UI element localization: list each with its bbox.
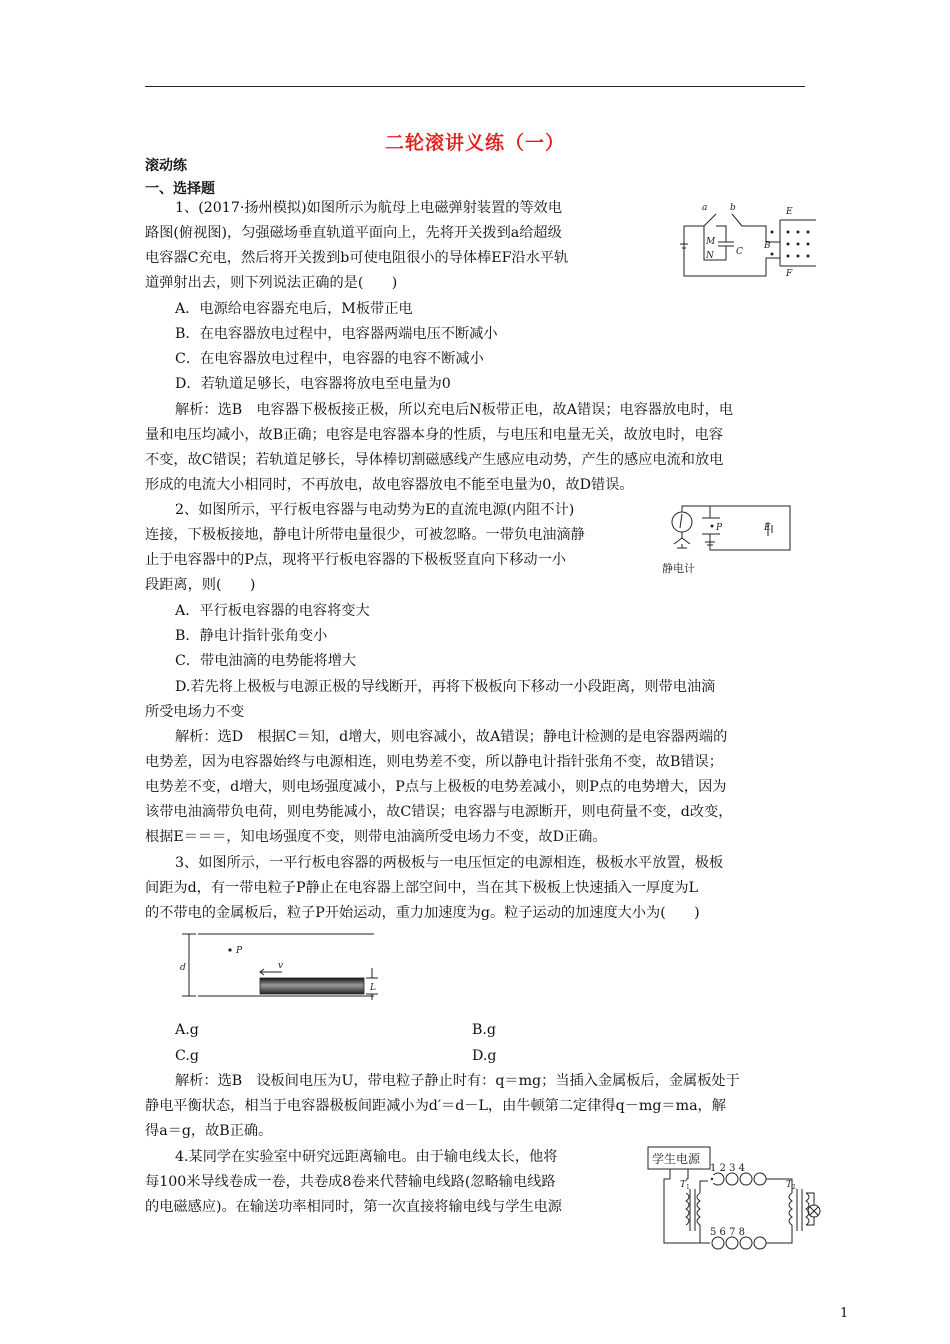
label-d: d bbox=[180, 963, 186, 973]
q2-analysis-line: 该带电油滴带负电荷，则电势能减小，故C错误；电容器与电源断开，则电荷量不变，d改变， bbox=[145, 804, 733, 820]
page-number: 1 bbox=[840, 1306, 849, 1321]
q1-analysis-line: 不变，故C错误；若轨道足够长，导体棒切割磁感线产生感应电动势，产生的感应电流和放电 bbox=[145, 452, 724, 468]
q3-stem-line: 的不带电的金属板后，粒子P开始运动，重力加速度为g。粒子运动的加速度大小为( ) bbox=[145, 905, 700, 921]
q3-stem-line: 3、如图所示，一平行板电容器的两极板与一电压恒定的电源相连，极板水平放置，极板 bbox=[175, 855, 724, 871]
label-e: E bbox=[786, 207, 793, 217]
q1-stem-line: 路图(俯视图)，匀强磁场垂直轨道平面向上，先将开关拨到a给超级 bbox=[145, 225, 562, 241]
q2-analysis-line: 电势差，因为电容器始终与电源相连，则电势差不变，所以静电计指针张角不变，故B错误； bbox=[145, 754, 723, 770]
label-e: E bbox=[764, 523, 771, 533]
electroscope-caption: 静电计 bbox=[662, 562, 695, 575]
power-source-label: 学生电源 bbox=[652, 1152, 701, 1166]
label-c: C bbox=[736, 247, 743, 257]
label-m: M bbox=[706, 237, 716, 247]
q1-analysis-line: 量和电压均减小，故B正确；电容是电容器本身的性质，与电压和电量无关，故放电时，电容 bbox=[145, 427, 723, 443]
q2-option-d: D.若先将上极板与电源正极的导线断开，再将下极板向下移动一小段距离，则带电油滴 bbox=[175, 679, 716, 695]
q2-stem-line: 连接，下极板接地，静电计所带电量很少，可被忽略。一带负电油滴静 bbox=[145, 527, 585, 543]
q2-stem-line: 止于电容器中的P点，现将平行板电容器的下极板竖直向下移动一小 bbox=[145, 552, 566, 568]
q3-analysis-line: 解析：选B 设板间电压为U，带电粒子静止时有：q＝mg；当插入金属板后，金属板处于 bbox=[175, 1073, 740, 1089]
label-t2: T bbox=[786, 1180, 793, 1190]
label-p: P bbox=[236, 946, 243, 956]
q4-stem-line: 的电磁感应)。在输送功率相同时，第一次直接将输电线与学生电源 bbox=[145, 1199, 562, 1215]
q4-transmission-diagram bbox=[646, 1143, 826, 1253]
q3-option-d: D.g bbox=[472, 1048, 497, 1064]
q1-stem-line: 道弹射出去，则下列说法正确的是( ) bbox=[145, 275, 398, 291]
q3-analysis-line: 静电平衡状态，相当于电容器极板间距减小为d′＝d－L，由牛顿第二定律得q－mg＝ma，解 bbox=[145, 1098, 726, 1114]
label-t1: T bbox=[680, 1180, 687, 1190]
q2-option-a: A．平行板电容器的电容将变大 bbox=[175, 603, 370, 619]
label-b-field: B bbox=[764, 241, 771, 251]
label-a: a bbox=[702, 203, 708, 213]
q2-option-d-cont: 所受电场力不变 bbox=[145, 704, 245, 720]
q3-option-c: C.g bbox=[175, 1048, 199, 1064]
q3-stem-line: 间距为d，有一带电粒子P静止在电容器上部空间中，当在其下极板上快速插入一厚度为L bbox=[145, 880, 698, 896]
q3-option-b: B.g bbox=[472, 1022, 497, 1038]
q1-option-c: C．在电容器放电过程中，电容器的电容不断减小 bbox=[175, 351, 484, 367]
q2-stem-line: 2、如图所示，平行板电容器与电动势为E的直流电源(内阻不计) bbox=[175, 502, 575, 518]
q1-option-d: D．若轨道足够长，电容器将放电至电量为0 bbox=[175, 376, 451, 392]
q1-stem-line: 电容器C充电，然后将开关拨到b可使电阻很小的导体棒EF沿水平轨 bbox=[145, 250, 569, 266]
q2-option-c: C．带电油滴的电势能将增大 bbox=[175, 653, 357, 669]
q2-analysis-line: 解析：选D 根据C＝知，d增大，则电容减小，故A错误；静电计检测的是电容器两端的 bbox=[175, 729, 728, 745]
q2-option-b: B．静电计指针张角变小 bbox=[175, 628, 328, 644]
q4-stem-line: 每100米导线卷成一卷，共卷成8卷来代替输电线路(忽略输电线路 bbox=[145, 1174, 556, 1190]
page-title: 二轮滚讲义练（一） bbox=[384, 132, 565, 154]
label-f: F bbox=[786, 269, 793, 279]
label-v: v bbox=[278, 961, 284, 971]
q2-analysis-line: 根据E＝＝＝，知电场强度不变，则带电油滴所受电场力不变，故D正确。 bbox=[145, 829, 607, 845]
q2-analysis-line: 电势差不变，d增大，则电场强度减小，P点与上极板的电势差减小，则P点的电势增大，因为 bbox=[145, 779, 727, 795]
label-b: b bbox=[730, 203, 736, 213]
q2-circuit-diagram bbox=[660, 500, 810, 580]
coil-numbers-bottom: 5 6 7 8 bbox=[710, 1227, 745, 1238]
section-heading: 滚动练 bbox=[145, 158, 187, 174]
q1-analysis-line: 形成的电流大小相同时，不再放电，故电容器放电不能至电量为0，故D错误。 bbox=[145, 477, 634, 493]
label-n: N bbox=[706, 251, 714, 261]
q1-option-a: A．电源给电容器充电后，M板带正电 bbox=[175, 301, 413, 317]
label-t2-sub: 2 bbox=[792, 1184, 796, 1191]
q3-analysis-line: 得a＝g，故B正确。 bbox=[145, 1123, 273, 1139]
q1-option-b: B．在电容器放电过程中，电容器两端电压不断减小 bbox=[175, 326, 498, 342]
label-l: L bbox=[370, 983, 376, 993]
subsection-heading: 一、选择题 bbox=[145, 181, 215, 197]
q4-stem-line: 4.某同学在实验室中研究远距离输电。由于输电线太长，他将 bbox=[175, 1149, 558, 1165]
q1-analysis-line: 解析：选B 电容器下极板接正极，所以充电后N板带正电，故A错误；电容器放电时，电 bbox=[175, 402, 734, 418]
q3-option-a: A.g bbox=[175, 1022, 199, 1038]
q1-circuit-diagram bbox=[676, 198, 828, 282]
header-rule bbox=[145, 86, 805, 87]
label-t1-sub: 1 bbox=[686, 1184, 690, 1191]
coil-numbers-top: 1 2 3 4 bbox=[710, 1163, 745, 1174]
q2-stem-line: 段距离，则( ) bbox=[145, 577, 256, 593]
q3-capacitor-diagram bbox=[178, 928, 383, 1002]
label-p: P bbox=[716, 523, 723, 533]
q1-stem-line: 1、(2017·扬州模拟)如图所示为航母上电磁弹射装置的等效电 bbox=[175, 200, 563, 216]
